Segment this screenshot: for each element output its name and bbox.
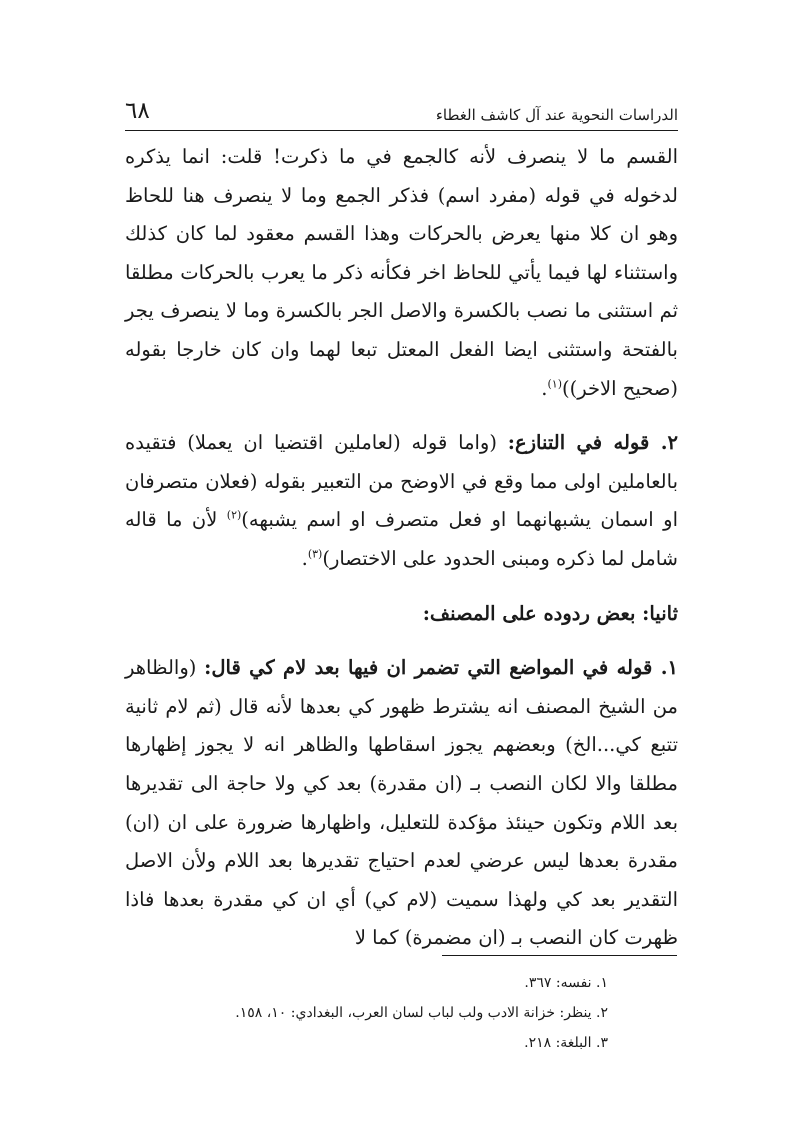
running-title: الدراسات النحوية عند آل كاشف الغطاء [435,106,678,124]
paragraph-1 [125,138,678,408]
footnote-ref-3[interactable]: (٣) [307,547,323,561]
footnote-3: ٣. البلغة: ٢١٨. [524,1035,608,1051]
paragraph-2-text: (واما قوله (لعاملين اقتضيا ان يعملا) فتقيده بالعاملين اولى مما وقع في الاوضح من التعبير بقوله (فعلان متصرفان او اسمان يشبهانهما او فعل متصرف او اسم يشبهه) [125,431,678,532]
footnote-1: ١. نفسه: ٣٦٧. [524,975,608,991]
paragraph-2-tail: . [301,546,308,570]
paragraph-2-label: ٢. قوله في التنازع: [507,431,679,455]
paragraph-3 [125,649,678,958]
footnote-ref-2[interactable]: (٢) [226,508,242,522]
paragraph-3-text: (والظاهر من الشيخ المصنف انه يشترط ظهور كي بعدها لأنه قال (ثم لام ثانية تتبع كي...الخ) وبعضهم يجوز اسقاطها والظاهر انه لا يجوز إظهارها مطلقا والا لكان النصب بـ (ان مقدرة) بعد كي ولا حاجة الى تقديرها بعد اللام وتكون حينئذ مؤكدة للتعليل، واظهارها ضرورة على ان (ان) مقدرة بعدها ليس عرضي لعدم احتياج تقديرها بعد اللام ولأن الاصل التقدير بعد كي ولهذا سميت (لام كي) أي ان كي مقدرة بعدها فاذا ظهرت كان النصب بـ (ان مضمرة) كما لا [125,656,678,950]
paragraph-1-tail: . [541,376,548,400]
page-number: ٦٨ [125,98,150,124]
paragraph-2-text-cont: لأن ما قاله شامل لما ذكره ومبنى الحدود على الاختصار) [125,508,678,570]
section-heading [125,595,678,634]
header-divider [125,130,678,131]
paragraph-1-text: القسم ما لا ينصرف لأنه كالجمع في ما ذكرت! قلت: انما يذكره لدخوله في قوله (مفرد اسم) فذكر الجمع وما لا ينصرف هنا للحاظ وهو ان كلا منها يعرض بالحركات وهذا القسم معقود لما كان كذلك واستثناء لها فيما يأتي للحاظ اخر فكأنه ذكر ما يعرب بالحركات مطلقا ثم استثنى ما نصب بالكسرة والاصل الجر بالكسرة وما لا ينصرف يجر بالفتحة واستثنى ايضا الفعل المعتل تبعا لهما وان كان خارجا بقوله (صحيح الاخر)) [125,145,678,400]
footnote-2: ٢. ينظر: خزانة الادب ولب لباب لسان العرب، البغدادي: ١٠، ١٥٨. [235,1005,608,1021]
footnote-ref-1[interactable]: (١) [547,377,562,391]
footnotes [125,968,608,1058]
section-heading-text: ثانيا: بعض ردوده على المصنف: [422,601,678,625]
footnote-divider [442,955,677,956]
main-text [125,138,678,958]
page-header [125,88,678,124]
paragraph-2 [125,424,678,578]
paragraph-3-label: ١. قوله في المواضع التي تضمر ان فيها بعد لام كي قال: [204,656,679,680]
